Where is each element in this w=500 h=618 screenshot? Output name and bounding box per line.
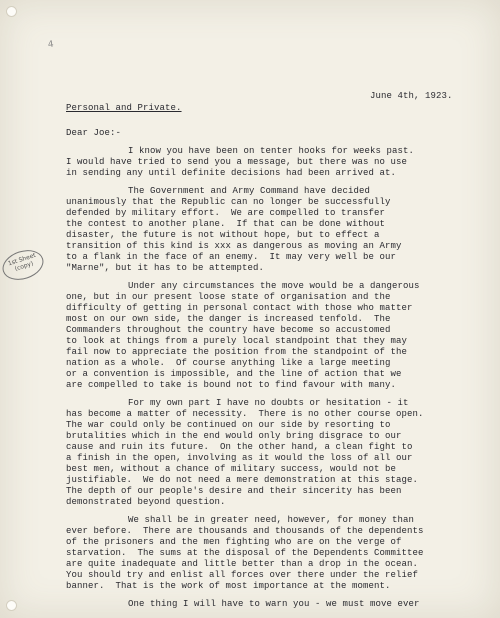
paragraph-line: nation as a whole. Of course anything like a large meeting [66, 358, 391, 368]
paragraph-line: For my own part I have no doubts or hesitation - it [128, 398, 409, 408]
paragraph-line: in sending any until definite decisions had been arrived at. [66, 168, 397, 178]
paragraph-line: One thing I will have to warn you - we must move ever [128, 599, 420, 609]
paragraph-line: has become a matter of necessity. There is no other course open. [66, 409, 424, 419]
paragraph-line: defended by military effort. We are compelled to transfer [66, 208, 386, 218]
paragraph-line: I know you have been on tenter hooks for weeks past. [128, 146, 415, 156]
paragraph-line: I would have tried to send you a message, but there was no use [66, 157, 408, 167]
paragraph-line: banner. That is the work of most importance at the moment. [66, 581, 391, 591]
paragraph-line: the contest to another plane. If that can be done without [66, 219, 386, 229]
paragraph-line: are compelled to take is bound not to find favour with many. [66, 380, 397, 390]
letter-marking: Personal and Private. [66, 103, 182, 113]
paragraph-line: We shall be in greater need, however, for money than [128, 515, 415, 525]
margin-stamp-text: 1st Sheet (copy) [7, 251, 37, 273]
paragraph-line: Under any circumstances the move would be a dangerous [128, 281, 420, 291]
paragraph-line: a finish in the open, involving as it would the loss of all our [66, 453, 413, 463]
paragraph-line: transition of this kind is xxx as dangerous as moving an Army [66, 241, 402, 251]
paragraph-line: difficulty of getting in personal contact with those who matter [66, 303, 413, 313]
paragraph-line: starvation. The sums at the disposal of the Dependents Committee [66, 548, 424, 558]
paragraph-line: brutalities which in the end would only bring disgrace to our [66, 431, 402, 441]
punch-hole-top [6, 6, 17, 17]
paragraph-line: The depth of our people's desire and their sincerity has been [66, 486, 402, 496]
paragraph-line: cause and ruin its future. On the other hand, a clean fight to [66, 442, 413, 452]
paragraph-line: unanimously that the Republic can no longer be successfully [66, 197, 391, 207]
punch-hole-bottom [6, 600, 17, 611]
paragraph-line: demonstrated beyond question. [66, 497, 226, 507]
paragraph-line: one, but in our present loose state of organisation and the [66, 292, 391, 302]
letter-date: June 4th, 1923. [370, 91, 453, 101]
paragraph-line: ever before. There are thousands and thousands of the dependents [66, 526, 424, 536]
letter-salutation: Dear Joe:- [66, 128, 122, 138]
paragraph-line: best men, without a chance of military success, would not be [66, 464, 397, 474]
paragraph-line: to a flank in the face of an enemy. It may very well be our [66, 252, 397, 262]
paragraph-line: The war could only be continued on our side by resorting to [66, 420, 391, 430]
paragraph-line: "Marne", but it has to be attempted. [66, 263, 265, 273]
paragraph-line: Commanders throughout the country have become so accustomed [66, 325, 391, 335]
pencil-mark: 4 [47, 39, 55, 51]
paragraph-line: The Government and Army Command have decided [128, 186, 371, 196]
paragraph-line: are quite inadequate and little better than a drop in the ocean. [66, 559, 419, 569]
paragraph-line: disaster, the future is not without hope, but to effect a [66, 230, 380, 240]
paragraph-line: fail now to appreciate the position from the standpoint of the [66, 347, 408, 357]
paragraph-line: justifiable. We do not need a mere demonstration at this stage. [66, 475, 419, 485]
paragraph-line: to look at things from a purely local standpoint that they may [66, 336, 408, 346]
paragraph-line: or a convention is impossible, and the line of action that we [66, 369, 402, 379]
paragraph-line: You should try and enlist all forces over there under the relief [66, 570, 419, 580]
paragraph-line: most on our own side, the danger is increased tenfold. The [66, 314, 391, 324]
paragraph-line: of the prisoners and the men fighting who are on the verge of [66, 537, 402, 547]
